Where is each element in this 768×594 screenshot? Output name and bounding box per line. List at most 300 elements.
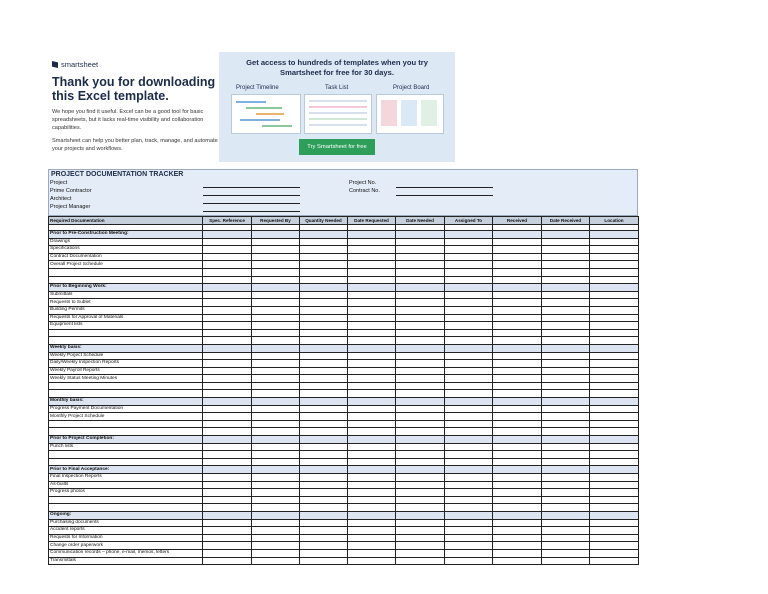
data-cell[interactable] xyxy=(348,337,396,345)
data-cell[interactable] xyxy=(396,466,445,474)
data-cell[interactable] xyxy=(300,481,348,489)
data-cell[interactable] xyxy=(203,398,252,406)
data-cell[interactable] xyxy=(542,291,590,299)
data-cell[interactable] xyxy=(542,413,590,421)
data-cell[interactable] xyxy=(396,246,445,254)
data-cell[interactable] xyxy=(252,458,300,466)
data-cell[interactable] xyxy=(203,489,252,497)
data-cell[interactable] xyxy=(396,375,445,383)
data-cell[interactable] xyxy=(300,474,348,482)
data-cell[interactable] xyxy=(590,261,639,269)
data-cell[interactable] xyxy=(590,375,639,383)
data-cell[interactable] xyxy=(252,306,300,314)
data-cell[interactable] xyxy=(396,398,445,406)
data-cell[interactable] xyxy=(348,458,396,466)
data-cell[interactable] xyxy=(348,299,396,307)
data-cell[interactable] xyxy=(396,360,445,368)
data-cell[interactable] xyxy=(590,451,639,459)
data-cell[interactable] xyxy=(590,443,639,451)
data-cell[interactable] xyxy=(445,352,493,360)
data-cell[interactable] xyxy=(203,511,252,519)
data-cell[interactable] xyxy=(252,542,300,550)
data-cell[interactable] xyxy=(493,436,542,444)
data-cell[interactable] xyxy=(445,322,493,330)
data-cell[interactable] xyxy=(300,428,348,436)
data-cell[interactable] xyxy=(252,534,300,542)
data-cell[interactable] xyxy=(252,329,300,337)
row-label-cell[interactable] xyxy=(49,428,203,436)
data-cell[interactable] xyxy=(493,390,542,398)
data-cell[interactable] xyxy=(348,284,396,292)
data-cell[interactable] xyxy=(252,436,300,444)
row-label-cell[interactable]: Prior to Project Completion: xyxy=(49,436,203,444)
data-cell[interactable] xyxy=(590,504,639,512)
data-cell[interactable] xyxy=(300,413,348,421)
data-cell[interactable] xyxy=(396,511,445,519)
data-cell[interactable] xyxy=(493,246,542,254)
data-cell[interactable] xyxy=(348,527,396,535)
project-no-input-line[interactable] xyxy=(396,187,493,188)
data-cell[interactable] xyxy=(590,527,639,535)
data-cell[interactable] xyxy=(203,238,252,246)
row-label-cell[interactable]: Ongoing: xyxy=(49,511,203,519)
data-cell[interactable] xyxy=(348,246,396,254)
data-cell[interactable] xyxy=(348,231,396,239)
data-cell[interactable] xyxy=(493,443,542,451)
data-cell[interactable] xyxy=(396,238,445,246)
data-cell[interactable] xyxy=(252,367,300,375)
data-cell[interactable] xyxy=(396,329,445,337)
data-cell[interactable] xyxy=(348,504,396,512)
data-cell[interactable] xyxy=(300,329,348,337)
data-cell[interactable] xyxy=(300,306,348,314)
data-cell[interactable] xyxy=(590,276,639,284)
data-cell[interactable] xyxy=(300,268,348,276)
data-cell[interactable] xyxy=(445,398,493,406)
data-cell[interactable] xyxy=(493,451,542,459)
data-cell[interactable] xyxy=(445,511,493,519)
data-cell[interactable] xyxy=(396,344,445,352)
data-cell[interactable] xyxy=(348,420,396,428)
data-cell[interactable] xyxy=(300,360,348,368)
data-cell[interactable] xyxy=(445,246,493,254)
data-cell[interactable] xyxy=(542,428,590,436)
data-cell[interactable] xyxy=(445,276,493,284)
data-cell[interactable] xyxy=(348,549,396,557)
data-cell[interactable] xyxy=(542,420,590,428)
data-cell[interactable] xyxy=(493,557,542,565)
data-cell[interactable] xyxy=(348,367,396,375)
data-cell[interactable] xyxy=(445,261,493,269)
data-cell[interactable] xyxy=(542,329,590,337)
row-label-cell[interactable]: Building Permits xyxy=(49,306,203,314)
project-input-line[interactable] xyxy=(203,187,300,188)
data-cell[interactable] xyxy=(590,420,639,428)
data-cell[interactable] xyxy=(396,382,445,390)
data-cell[interactable] xyxy=(252,405,300,413)
data-cell[interactable] xyxy=(300,527,348,535)
data-cell[interactable] xyxy=(493,496,542,504)
data-cell[interactable] xyxy=(203,360,252,368)
data-cell[interactable] xyxy=(590,306,639,314)
row-label-cell[interactable] xyxy=(49,276,203,284)
data-cell[interactable] xyxy=(445,344,493,352)
data-cell[interactable] xyxy=(445,534,493,542)
row-label-cell[interactable]: Transmittals xyxy=(49,557,203,565)
data-cell[interactable] xyxy=(348,344,396,352)
data-cell[interactable] xyxy=(493,458,542,466)
data-cell[interactable] xyxy=(252,527,300,535)
data-cell[interactable] xyxy=(590,238,639,246)
smartsheet-logo[interactable] xyxy=(52,60,220,69)
row-label-cell[interactable]: Accident reports xyxy=(49,527,203,535)
row-label-cell[interactable]: Overall Project Schedule xyxy=(49,261,203,269)
project-manager-input-line[interactable] xyxy=(203,211,300,212)
data-cell[interactable] xyxy=(348,413,396,421)
data-cell[interactable] xyxy=(300,511,348,519)
data-cell[interactable] xyxy=(493,367,542,375)
data-cell[interactable] xyxy=(542,276,590,284)
data-cell[interactable] xyxy=(542,375,590,383)
data-cell[interactable] xyxy=(252,268,300,276)
row-label-cell[interactable]: Change order paperwork xyxy=(49,542,203,550)
data-cell[interactable] xyxy=(445,413,493,421)
data-cell[interactable] xyxy=(493,466,542,474)
data-cell[interactable] xyxy=(542,390,590,398)
data-cell[interactable] xyxy=(542,451,590,459)
data-cell[interactable] xyxy=(396,390,445,398)
data-cell[interactable] xyxy=(396,519,445,527)
data-cell[interactable] xyxy=(590,534,639,542)
data-cell[interactable] xyxy=(445,496,493,504)
data-cell[interactable] xyxy=(203,466,252,474)
data-cell[interactable] xyxy=(396,306,445,314)
data-cell[interactable] xyxy=(590,268,639,276)
data-cell[interactable] xyxy=(348,428,396,436)
promo-banner[interactable] xyxy=(219,52,455,162)
data-cell[interactable] xyxy=(396,231,445,239)
row-label-cell[interactable]: Specifications xyxy=(49,246,203,254)
row-label-cell[interactable] xyxy=(49,504,203,512)
data-cell[interactable] xyxy=(300,299,348,307)
data-cell[interactable] xyxy=(590,511,639,519)
data-cell[interactable] xyxy=(300,398,348,406)
data-cell[interactable] xyxy=(445,443,493,451)
data-cell[interactable] xyxy=(300,458,348,466)
data-cell[interactable] xyxy=(348,542,396,550)
data-cell[interactable] xyxy=(348,352,396,360)
data-cell[interactable] xyxy=(300,276,348,284)
data-cell[interactable] xyxy=(396,527,445,535)
data-cell[interactable] xyxy=(203,443,252,451)
data-cell[interactable] xyxy=(590,360,639,368)
data-cell[interactable] xyxy=(396,458,445,466)
data-cell[interactable] xyxy=(348,519,396,527)
data-cell[interactable] xyxy=(445,299,493,307)
data-cell[interactable] xyxy=(542,344,590,352)
data-cell[interactable] xyxy=(252,496,300,504)
data-cell[interactable] xyxy=(590,337,639,345)
data-cell[interactable] xyxy=(252,428,300,436)
data-cell[interactable] xyxy=(542,481,590,489)
row-label-cell[interactable]: Punch lists xyxy=(49,443,203,451)
data-cell[interactable] xyxy=(542,382,590,390)
data-cell[interactable] xyxy=(542,261,590,269)
data-cell[interactable] xyxy=(348,253,396,261)
data-cell[interactable] xyxy=(445,390,493,398)
data-cell[interactable] xyxy=(203,276,252,284)
data-cell[interactable] xyxy=(300,496,348,504)
data-cell[interactable] xyxy=(300,451,348,459)
data-cell[interactable] xyxy=(396,322,445,330)
data-cell[interactable] xyxy=(493,413,542,421)
data-cell[interactable] xyxy=(590,291,639,299)
data-cell[interactable] xyxy=(203,390,252,398)
data-cell[interactable] xyxy=(493,253,542,261)
data-cell[interactable] xyxy=(542,511,590,519)
data-cell[interactable] xyxy=(203,246,252,254)
data-cell[interactable] xyxy=(493,398,542,406)
data-cell[interactable] xyxy=(445,527,493,535)
data-cell[interactable] xyxy=(203,306,252,314)
row-label-cell[interactable]: Communication records – phone, e-mail, memos, letters xyxy=(49,549,203,557)
data-cell[interactable] xyxy=(590,519,639,527)
data-cell[interactable] xyxy=(203,261,252,269)
data-cell[interactable] xyxy=(348,405,396,413)
data-cell[interactable] xyxy=(300,549,348,557)
data-cell[interactable] xyxy=(252,291,300,299)
data-cell[interactable] xyxy=(300,322,348,330)
data-cell[interactable] xyxy=(396,534,445,542)
data-cell[interactable] xyxy=(493,542,542,550)
data-cell[interactable] xyxy=(590,299,639,307)
data-cell[interactable] xyxy=(396,420,445,428)
data-cell[interactable] xyxy=(542,314,590,322)
row-label-cell[interactable] xyxy=(49,458,203,466)
data-cell[interactable] xyxy=(252,420,300,428)
data-cell[interactable] xyxy=(590,542,639,550)
row-label-cell[interactable] xyxy=(49,390,203,398)
data-cell[interactable] xyxy=(445,489,493,497)
data-cell[interactable] xyxy=(252,314,300,322)
data-cell[interactable] xyxy=(203,534,252,542)
row-label-cell[interactable]: Equipment lists xyxy=(49,322,203,330)
data-cell[interactable] xyxy=(493,489,542,497)
data-cell[interactable] xyxy=(203,322,252,330)
data-cell[interactable] xyxy=(348,329,396,337)
data-cell[interactable] xyxy=(445,291,493,299)
data-cell[interactable] xyxy=(493,322,542,330)
row-label-cell[interactable]: Requests for Approval of Materials xyxy=(49,314,203,322)
data-cell[interactable] xyxy=(590,557,639,565)
data-cell[interactable] xyxy=(396,436,445,444)
row-label-cell[interactable]: Weekly Payroll Reports xyxy=(49,367,203,375)
data-cell[interactable] xyxy=(252,443,300,451)
data-cell[interactable] xyxy=(590,246,639,254)
data-cell[interactable] xyxy=(590,428,639,436)
prime-contractor-input-line[interactable] xyxy=(203,195,300,196)
row-label-cell[interactable] xyxy=(49,496,203,504)
data-cell[interactable] xyxy=(203,231,252,239)
data-cell[interactable] xyxy=(590,458,639,466)
row-label-cell[interactable] xyxy=(49,268,203,276)
data-cell[interactable] xyxy=(396,451,445,459)
data-cell[interactable] xyxy=(590,329,639,337)
data-cell[interactable] xyxy=(300,337,348,345)
row-label-cell[interactable] xyxy=(49,337,203,345)
data-cell[interactable] xyxy=(445,519,493,527)
data-cell[interactable] xyxy=(590,549,639,557)
data-cell[interactable] xyxy=(445,420,493,428)
data-cell[interactable] xyxy=(203,375,252,383)
data-cell[interactable] xyxy=(203,253,252,261)
row-label-cell[interactable] xyxy=(49,451,203,459)
data-cell[interactable] xyxy=(348,398,396,406)
data-cell[interactable] xyxy=(542,443,590,451)
data-cell[interactable] xyxy=(445,329,493,337)
row-label-cell[interactable]: Progress photos xyxy=(49,489,203,497)
data-cell[interactable] xyxy=(203,474,252,482)
data-cell[interactable] xyxy=(590,398,639,406)
data-cell[interactable] xyxy=(590,344,639,352)
data-cell[interactable] xyxy=(542,238,590,246)
data-cell[interactable] xyxy=(542,306,590,314)
data-cell[interactable] xyxy=(252,557,300,565)
data-cell[interactable] xyxy=(542,496,590,504)
data-cell[interactable] xyxy=(252,261,300,269)
data-cell[interactable] xyxy=(348,557,396,565)
data-cell[interactable] xyxy=(542,231,590,239)
data-cell[interactable] xyxy=(493,268,542,276)
data-cell[interactable] xyxy=(252,466,300,474)
row-label-cell[interactable]: Prior to Pre-Construction Meeting: xyxy=(49,231,203,239)
data-cell[interactable] xyxy=(396,337,445,345)
row-label-cell[interactable]: Weekly Status Meeting Minutes xyxy=(49,375,203,383)
data-cell[interactable] xyxy=(542,519,590,527)
data-cell[interactable] xyxy=(300,367,348,375)
data-cell[interactable] xyxy=(396,413,445,421)
data-cell[interactable] xyxy=(203,291,252,299)
data-cell[interactable] xyxy=(542,284,590,292)
data-cell[interactable] xyxy=(348,534,396,542)
row-label-cell[interactable]: Contract Documentation xyxy=(49,253,203,261)
data-cell[interactable] xyxy=(542,436,590,444)
data-cell[interactable] xyxy=(348,511,396,519)
data-cell[interactable] xyxy=(300,557,348,565)
data-cell[interactable] xyxy=(493,534,542,542)
data-cell[interactable] xyxy=(445,367,493,375)
data-cell[interactable] xyxy=(252,398,300,406)
data-cell[interactable] xyxy=(348,276,396,284)
data-cell[interactable] xyxy=(590,413,639,421)
data-cell[interactable] xyxy=(445,451,493,459)
data-cell[interactable] xyxy=(203,519,252,527)
data-cell[interactable] xyxy=(493,314,542,322)
row-label-cell[interactable]: Submittals xyxy=(49,291,203,299)
row-label-cell[interactable]: Daily/Weekly Inspection Reports xyxy=(49,360,203,368)
data-cell[interactable] xyxy=(203,542,252,550)
data-cell[interactable] xyxy=(445,284,493,292)
data-cell[interactable] xyxy=(493,291,542,299)
data-cell[interactable] xyxy=(493,261,542,269)
data-cell[interactable] xyxy=(396,261,445,269)
data-cell[interactable] xyxy=(590,322,639,330)
data-cell[interactable] xyxy=(396,542,445,550)
data-cell[interactable] xyxy=(396,549,445,557)
data-cell[interactable] xyxy=(396,496,445,504)
data-cell[interactable] xyxy=(542,557,590,565)
data-cell[interactable] xyxy=(348,375,396,383)
data-cell[interactable] xyxy=(542,253,590,261)
data-cell[interactable] xyxy=(300,504,348,512)
data-cell[interactable] xyxy=(493,527,542,535)
row-label-cell[interactable]: Requests for Information xyxy=(49,534,203,542)
data-cell[interactable] xyxy=(300,344,348,352)
data-cell[interactable] xyxy=(348,496,396,504)
data-cell[interactable] xyxy=(348,261,396,269)
data-cell[interactable] xyxy=(590,496,639,504)
data-cell[interactable] xyxy=(542,322,590,330)
data-cell[interactable] xyxy=(252,549,300,557)
row-label-cell[interactable] xyxy=(49,420,203,428)
data-cell[interactable] xyxy=(203,337,252,345)
data-cell[interactable] xyxy=(252,375,300,383)
data-cell[interactable] xyxy=(203,314,252,322)
data-cell[interactable] xyxy=(493,511,542,519)
row-label-cell[interactable]: Purchasing documents xyxy=(49,519,203,527)
row-label-cell[interactable]: Prior to Beginning Work: xyxy=(49,284,203,292)
data-cell[interactable] xyxy=(252,451,300,459)
data-cell[interactable] xyxy=(590,382,639,390)
data-cell[interactable] xyxy=(493,352,542,360)
data-cell[interactable] xyxy=(300,466,348,474)
data-cell[interactable] xyxy=(493,329,542,337)
data-cell[interactable] xyxy=(300,542,348,550)
data-cell[interactable] xyxy=(445,375,493,383)
data-cell[interactable] xyxy=(493,276,542,284)
data-cell[interactable] xyxy=(493,428,542,436)
try-smartsheet-button[interactable]: Try Smartsheet for free xyxy=(299,139,375,155)
data-cell[interactable] xyxy=(348,382,396,390)
data-cell[interactable] xyxy=(590,314,639,322)
data-cell[interactable] xyxy=(590,405,639,413)
data-cell[interactable] xyxy=(348,306,396,314)
data-cell[interactable] xyxy=(252,238,300,246)
data-cell[interactable] xyxy=(203,496,252,504)
data-cell[interactable] xyxy=(203,268,252,276)
row-label-cell[interactable]: Final Inspection Reports xyxy=(49,474,203,482)
data-cell[interactable] xyxy=(203,527,252,535)
data-cell[interactable] xyxy=(493,405,542,413)
data-cell[interactable] xyxy=(252,337,300,345)
data-cell[interactable] xyxy=(542,474,590,482)
data-cell[interactable] xyxy=(252,246,300,254)
data-cell[interactable] xyxy=(203,458,252,466)
data-cell[interactable] xyxy=(203,504,252,512)
data-cell[interactable] xyxy=(252,299,300,307)
data-cell[interactable] xyxy=(300,420,348,428)
data-cell[interactable] xyxy=(493,420,542,428)
data-cell[interactable] xyxy=(590,436,639,444)
data-cell[interactable] xyxy=(348,481,396,489)
data-cell[interactable] xyxy=(396,489,445,497)
data-cell[interactable] xyxy=(203,428,252,436)
data-cell[interactable] xyxy=(348,443,396,451)
data-cell[interactable] xyxy=(203,344,252,352)
data-cell[interactable] xyxy=(203,284,252,292)
data-cell[interactable] xyxy=(348,360,396,368)
data-cell[interactable] xyxy=(300,519,348,527)
